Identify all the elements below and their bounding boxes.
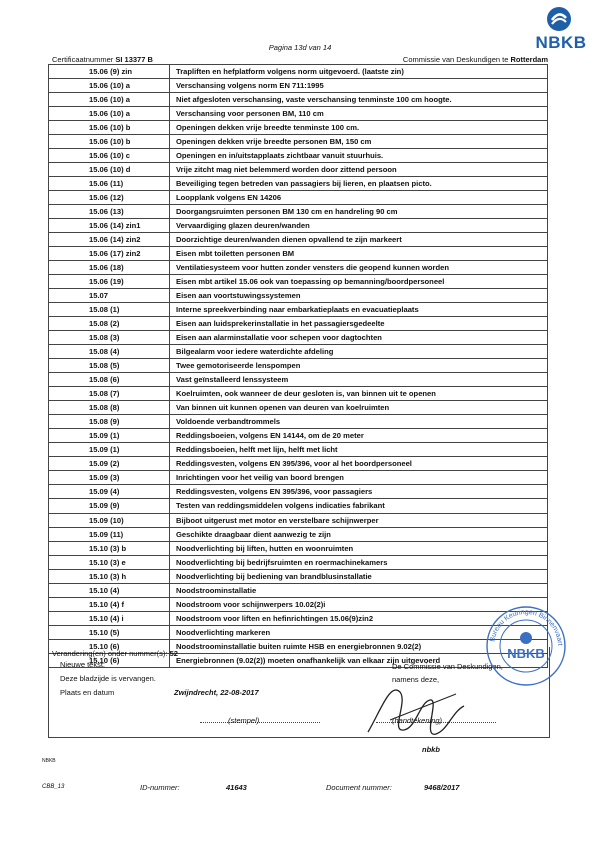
table-row xyxy=(49,513,548,527)
row-code: 15.08 (5) xyxy=(49,359,170,373)
table-row xyxy=(49,219,548,233)
row-code: 15.08 (9) xyxy=(49,415,170,429)
row-description: Reddingsvesten, volgens EN 395/396, voor passagiers xyxy=(170,485,548,499)
row-code: 15.09 (9) xyxy=(49,499,170,513)
place-date-label: Plaats en datum xyxy=(60,688,115,697)
table-row xyxy=(49,163,548,177)
table-row xyxy=(49,303,548,317)
row-description: Ventilatiesysteem voor hutten zonder vensters die geopend kunnen worden xyxy=(170,261,548,275)
row-code: 15.06 (13) xyxy=(49,205,170,219)
table-row xyxy=(49,485,548,499)
row-description: Noodverlichting bij liften, hutten en woonruimten xyxy=(170,541,548,555)
row-description: Testen van reddingsmiddelen volgens indicaties fabrikant xyxy=(170,499,548,513)
row-code: 15.10 (5) xyxy=(49,625,170,639)
row-code: 15.08 (7) xyxy=(49,387,170,401)
table-row xyxy=(49,177,548,191)
row-code: 15.06 (10) a xyxy=(49,79,170,93)
handwritten-signature xyxy=(360,672,470,748)
form-code: CBB_13 xyxy=(42,784,65,790)
row-code: 15.09 (1) xyxy=(49,429,170,443)
table-row xyxy=(49,289,548,303)
row-code: 15.08 (8) xyxy=(49,401,170,415)
row-code: 15.09 (11) xyxy=(49,527,170,541)
row-description: Openingen dekken vrije breedte personen BM, 150 cm xyxy=(170,135,548,149)
row-description: Loopplank volgens EN 14206 xyxy=(170,191,548,205)
row-description: Doorgangsruimten personen BM 130 cm en handreling 90 cm xyxy=(170,205,548,219)
row-description: Eisen aan luidsprekerinstallatie in het passagiersgedeelte xyxy=(170,317,548,331)
table-row xyxy=(49,233,548,247)
row-code: 15.10 (6) xyxy=(49,639,170,653)
table-row xyxy=(49,275,548,289)
row-code: 15.06 (9) zin xyxy=(49,65,170,79)
table-row xyxy=(49,569,548,583)
stamp-center-text: NBKB xyxy=(507,646,545,661)
row-code: 15.06 (10) a xyxy=(49,93,170,107)
row-description: Van binnen uit kunnen openen van deuren van koelruimten xyxy=(170,401,548,415)
table-row xyxy=(49,457,548,471)
row-code: 15.09 (4) xyxy=(49,485,170,499)
table-row xyxy=(49,555,548,569)
table-row xyxy=(49,121,548,135)
requirements-table xyxy=(48,64,548,668)
table-row xyxy=(49,429,548,443)
table-row xyxy=(49,135,548,149)
row-description: Verschansing voor personen BM, 110 cm xyxy=(170,107,548,121)
row-code: 15.06 (10) a xyxy=(49,107,170,121)
row-description: Vast geïnstalleerd lenssysteem xyxy=(170,373,548,387)
footer-box xyxy=(48,647,550,738)
row-description: Doorzichtige deuren/wanden dienen opvallend te zijn markeert xyxy=(170,233,548,247)
row-description: Twee gemotoriseerde lenspompen xyxy=(170,359,548,373)
signer-name: nbkb xyxy=(422,745,440,754)
row-description: Verschansing volgens norm EN 711:1995 xyxy=(170,79,548,93)
row-description: Vrije zitcht mag niet belemmerd worden door zittend persoon xyxy=(170,163,548,177)
stamp-dotted-line xyxy=(200,722,320,723)
stamp-ring-text: Bureau Keuringen Binnenvaart xyxy=(489,608,564,646)
nbkb-stamp xyxy=(484,604,568,688)
row-description: Openingen en in/uitstapplaats zichtbaar vanuit stuurhuis. xyxy=(170,149,548,163)
commission-prefix: Commissie van Deskundigen te xyxy=(402,55,509,64)
table-row xyxy=(49,149,548,163)
row-code: 15.06 (10) c xyxy=(49,149,170,163)
row-description: Geschikte draagbaar dient aanwezig te zijn xyxy=(170,527,548,541)
amendment-label: Verandering(en) onder nummer(s): xyxy=(52,649,168,658)
row-description: Eisen aan voortstuwingssystemen xyxy=(170,289,548,303)
requirements-table-body xyxy=(49,65,548,668)
certificate-number-line xyxy=(52,55,153,64)
table-row xyxy=(49,205,548,219)
row-description: Bilgealarm voor iedere waterdichte afdeling xyxy=(170,345,548,359)
row-code: 15.06 (10) b xyxy=(49,135,170,149)
document-number-value: 9468/2017 xyxy=(424,783,460,792)
document-number-label: Document nummer: xyxy=(326,783,392,792)
row-description: Reddingsvesten, volgens EN 395/396, voor al het boordpersoneel xyxy=(170,457,548,471)
row-description: Vervaardiging glazen deuren/wanden xyxy=(170,219,548,233)
commission-signoff: De Commissie van Deskundigen, xyxy=(392,662,503,671)
table-row xyxy=(49,597,548,611)
row-description: Noodverlichting markeren xyxy=(170,625,548,639)
row-code: 15.06 (14) zin2 xyxy=(49,233,170,247)
row-code: 15.06 (10) d xyxy=(49,163,170,177)
row-description: Openingen dekken vrije breedte tenminste 100 cm. xyxy=(170,121,548,135)
table-row xyxy=(49,583,548,597)
row-code: 15.09 (10) xyxy=(49,513,170,527)
row-code: 15.10 (3) b xyxy=(49,541,170,555)
row-code: 15.06 (10) b xyxy=(49,121,170,135)
table-row xyxy=(49,345,548,359)
table-row xyxy=(49,625,548,639)
row-code: 15.08 (2) xyxy=(49,317,170,331)
row-code: 15.09 (2) xyxy=(49,457,170,471)
certificate-number: SI 13377 B xyxy=(115,55,153,64)
row-description: Noodstroom voor schijnwerpers 10.02(2)i xyxy=(170,597,548,611)
table-row xyxy=(49,65,548,79)
row-code: 15.06 (18) xyxy=(49,261,170,275)
row-description: Trapliften en hefplatform volgens norm uitgevoerd. (laatste zin) xyxy=(170,65,548,79)
nbkb-logo xyxy=(528,6,594,58)
table-row xyxy=(49,499,548,513)
nbkb-logo-icon xyxy=(546,6,572,32)
row-description: Energiebronnen (9.02(2)) moeten onafhankelijk van elkaar zijn uitgevoerd xyxy=(170,653,548,667)
row-description: Noodstroominstallatie xyxy=(170,583,548,597)
table-row xyxy=(49,401,548,415)
table-row xyxy=(49,541,548,555)
table-row xyxy=(49,471,548,485)
table-row xyxy=(49,415,548,429)
place-date-value: Zwijndrecht, 22-08-2017 xyxy=(174,688,259,697)
table-row xyxy=(49,359,548,373)
table-row xyxy=(49,611,548,625)
row-description: Beveiliging tegen betreden van passagiers bij lieren, en plaatsen picto. xyxy=(170,177,548,191)
page-number: Pagina 13d van 14 xyxy=(268,43,332,52)
row-code: 15.08 (3) xyxy=(49,331,170,345)
certificate-label: Certificaatnummer xyxy=(52,55,114,64)
row-code: 15.09 (3) xyxy=(49,471,170,485)
commission-city: Rotterdam xyxy=(510,55,548,64)
row-description: Noodstroominstallatie buiten ruimte HSB en energiebronnen 9.02(2) xyxy=(170,639,548,653)
row-description: Eisen aan alarminstallatie voor schepen voor dagtochten xyxy=(170,331,548,345)
row-code: 15.09 (1) xyxy=(49,443,170,457)
table-row xyxy=(49,191,548,205)
small-logo-text: NBKB xyxy=(42,758,56,764)
row-description: Niet afgesloten verschansing, vaste verschansing tenminste 100 cm hoogte. xyxy=(170,93,548,107)
row-description: Reddingsboeien, volgens EN 14144, om de 20 meter xyxy=(170,429,548,443)
table-row xyxy=(49,373,548,387)
signature-label: (handtekening) xyxy=(392,716,443,725)
row-description: Eisen mbt artikel 15.06 ook van toepassing op bemanning/boordpersoneel xyxy=(170,275,548,289)
row-code: 15.10 (4) i xyxy=(49,611,170,625)
commission-line xyxy=(330,55,548,64)
row-description: Noodverlichting bij bediening van brandblusinstallatie xyxy=(170,569,548,583)
row-description: Noodverlichting bij bedrijfsruimten en roermachinekamers xyxy=(170,555,548,569)
row-description: Reddingsboeien, helft met lijn, helft met licht xyxy=(170,443,548,457)
row-code: 15.10 (6) xyxy=(49,653,170,667)
table-row xyxy=(49,443,548,457)
row-code: 15.06 (12) xyxy=(49,191,170,205)
table-row xyxy=(49,527,548,541)
id-number-value: 41643 xyxy=(226,783,247,792)
amendment-value: 52 xyxy=(169,649,178,658)
row-code: 15.08 (1) xyxy=(49,303,170,317)
table-row xyxy=(49,107,548,121)
row-description: Koelruimten, ook wanneer de deur gesloten is, van binnen uit te openen xyxy=(170,387,548,401)
stamp-label: (stempel) xyxy=(228,716,260,725)
row-code: 15.06 (14) zin1 xyxy=(49,219,170,233)
replaced-label: Deze bladzijde is vervangen. xyxy=(60,674,156,683)
row-description: Noodstroom voor liften en hefinrichtingen 15.06(9)zin2 xyxy=(170,611,548,625)
table-row xyxy=(49,317,548,331)
new-text-label: Nieuwe tekst: xyxy=(60,660,106,669)
table-row xyxy=(49,387,548,401)
row-description: Voldoende verbandtrommels xyxy=(170,415,548,429)
row-code: 15.06 (19) xyxy=(49,275,170,289)
on-behalf-label: namens deze, xyxy=(392,675,440,684)
row-code: 15.10 (3) e xyxy=(49,555,170,569)
row-code: 15.10 (4) f xyxy=(49,597,170,611)
table-row xyxy=(49,331,548,345)
id-number-label: ID-nummer: xyxy=(140,783,180,792)
row-description: Interne spreekverbinding naar embarkatieplaats en evacuatieplaats xyxy=(170,303,548,317)
row-description: Bijboot uitgerust met motor en verstelbare schijnwerper xyxy=(170,513,548,527)
table-row xyxy=(49,93,548,107)
row-code: 15.10 (3) h xyxy=(49,569,170,583)
table-row xyxy=(49,79,548,93)
table-row xyxy=(49,261,548,275)
row-code: 15.10 (4) xyxy=(49,583,170,597)
row-description: Inrichtingen voor het veilig van boord brengen xyxy=(170,471,548,485)
row-code: 15.08 (6) xyxy=(49,373,170,387)
logo-text: NBKB xyxy=(535,33,587,52)
row-code: 15.06 (17) zin2 xyxy=(49,247,170,261)
table-row xyxy=(49,247,548,261)
row-code: 15.06 (11) xyxy=(49,177,170,191)
row-description: Eisen mbt toiletten personen BM xyxy=(170,247,548,261)
row-code: 15.07 xyxy=(49,289,170,303)
row-code: 15.08 (4) xyxy=(49,345,170,359)
amendment-line xyxy=(52,649,178,658)
